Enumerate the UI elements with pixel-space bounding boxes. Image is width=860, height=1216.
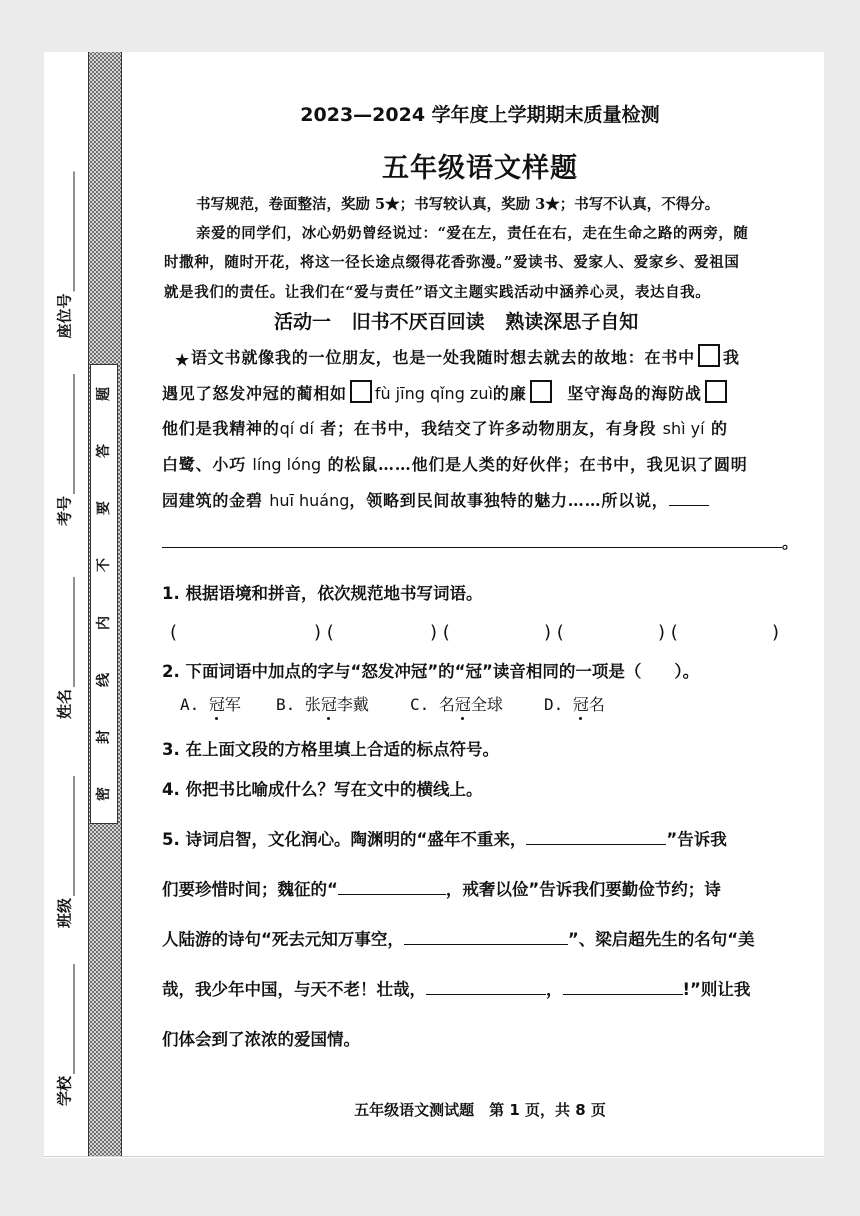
pinyin: huī huáng bbox=[269, 491, 350, 510]
star-icon: ★ bbox=[174, 350, 191, 371]
question-3: 3. 在上面文段的方格里填上合适的标点符号。 bbox=[162, 740, 499, 759]
paren: ) ( bbox=[544, 622, 564, 643]
answer-blank[interactable] bbox=[669, 505, 709, 506]
seal-char: 线 bbox=[96, 672, 112, 687]
intro-line: 亲爱的同学们，冰心奶奶曾经说过：“爱在左，责任在右，走在生命之路的两旁，随 bbox=[196, 225, 749, 242]
passage-line-4: 白鹭、小巧 líng lóng 的松鼠……他们是人类的好伙伴；在书中，我见识了圆明 bbox=[162, 455, 748, 474]
paren: ) ( bbox=[658, 622, 678, 643]
school-field[interactable] bbox=[54, 964, 75, 1106]
passage-line-5: 园建筑的金碧 huī huáng，领略到民间故事独特的魅力……所以说， bbox=[162, 488, 709, 511]
paren: ) ( bbox=[430, 622, 450, 643]
answer-blank[interactable] bbox=[338, 894, 446, 895]
page-footer: 五年级语文测试题 第 1 页，共 8 页 bbox=[354, 1101, 606, 1119]
answer-blank[interactable] bbox=[563, 994, 683, 995]
class-field[interactable] bbox=[54, 776, 75, 928]
option-a[interactable]: A. 冠军 bbox=[180, 692, 241, 715]
question-5-line-1: 5. 诗词启智，文化润心。陶渊明的“盛年不重来， ”告诉我 bbox=[162, 830, 727, 849]
student-name-label: 姓名 bbox=[55, 688, 74, 720]
option-d[interactable]: D. 冠名 bbox=[544, 692, 605, 715]
seal-char: 不 bbox=[96, 558, 112, 573]
question-4: 4. 你把书比喻成什么？写在文中的横线上。 bbox=[162, 780, 483, 799]
pinyin: líng lóng bbox=[252, 455, 322, 474]
pinyin: fù jīng qǐng zuì bbox=[374, 384, 493, 403]
punctuation-box[interactable] bbox=[705, 380, 727, 403]
passage-line-6: 。 bbox=[162, 530, 799, 553]
seal-char: 要 bbox=[96, 501, 112, 516]
pinyin: shì yí bbox=[662, 419, 705, 438]
seal-line-notice bbox=[90, 364, 118, 824]
intro-line: 就是我们的责任。让我们在“爱与责任”语文主题实践活动中涵养心灵，表达自我。 bbox=[164, 284, 711, 301]
question-5-line-3: 人陆游的诗句“死去元知万事空， ”、梁启超先生的名句“美 bbox=[162, 930, 755, 949]
school-label: 学校 bbox=[55, 1075, 74, 1107]
question-1: 1. 根据语境和拼音，依次规范地书写词语。 bbox=[162, 584, 483, 603]
answer-blank[interactable] bbox=[526, 844, 666, 845]
question-5-line-2: 们要珍惜时间；魏征的“ ，戒奢以俭”告诉我们要勤俭节约；诗 bbox=[162, 880, 721, 899]
page-edge bbox=[44, 1156, 824, 1157]
punctuation-box[interactable] bbox=[350, 380, 372, 403]
seat-number-field[interactable] bbox=[54, 171, 75, 338]
paper-title: 五年级语文样题 bbox=[382, 153, 578, 184]
answer-blank[interactable] bbox=[162, 547, 782, 548]
punctuation-box[interactable] bbox=[698, 344, 720, 367]
intro-line: 时撒种，随时开花，将这一径长途点缀得花香弥漫。”爱读书、爱家人、爱家乡、爱祖国 bbox=[164, 254, 740, 271]
paren: ) bbox=[772, 622, 780, 643]
seal-char: 封 bbox=[96, 730, 112, 745]
activity-title: 活动一 旧书不厌百回读 熟读深思子自知 bbox=[274, 311, 639, 333]
pinyin: qí dí bbox=[279, 419, 314, 438]
option-b[interactable]: B. 张冠李戴 bbox=[276, 692, 369, 715]
question-5-line-5: 们体会到了浓浓的爱国情。 bbox=[162, 1030, 360, 1049]
paren: ( bbox=[170, 622, 178, 643]
question-2: 2. 下面词语中加点的字与“怒发冲冠”的“冠”读音相同的一项是（ ）。 bbox=[162, 662, 700, 681]
option-c[interactable]: C. 名冠全球 bbox=[410, 692, 503, 715]
paren: ) ( bbox=[314, 622, 334, 643]
passage-line-1: ★语文书就像我的一位朋友，也是一处我随时想去就去的故地：在书中 我 bbox=[174, 344, 740, 371]
class-label: 班级 bbox=[55, 897, 74, 929]
answer-blank[interactable] bbox=[404, 944, 568, 945]
passage-line-2: 遇见了怒发冲冠的蔺相如 fù jīng qǐng zuì的廉 坚守海岛的海防战 bbox=[162, 380, 730, 404]
seat-number-label: 座位号 bbox=[55, 293, 74, 339]
seal-char: 密 bbox=[96, 787, 112, 802]
writing-reward-rule: 书写规范，卷面整洁，奖励 5★；书写较认真，奖励 3★；书写不认真，不得分。 bbox=[196, 196, 720, 213]
exam-number-field[interactable] bbox=[54, 374, 75, 526]
punctuation-box[interactable] bbox=[530, 380, 552, 403]
exam-number-label: 考号 bbox=[55, 495, 74, 527]
seal-char: 答 bbox=[96, 443, 112, 458]
student-name-field[interactable] bbox=[54, 577, 75, 719]
exam-title: 2023—2024 学年度上学期期末质量检测 bbox=[300, 104, 660, 126]
passage-line-3: 他们是我精神的qí dí 者；在书中，我结交了许多动物朋友，有身段 shì yí 的 bbox=[162, 419, 728, 438]
seal-char: 题 bbox=[96, 386, 112, 401]
answer-blank[interactable] bbox=[426, 994, 546, 995]
seal-char: 内 bbox=[96, 615, 112, 630]
question-5-line-4: 哉，我少年中国，与天不老！壮哉， ， !”则让我 bbox=[162, 980, 751, 999]
